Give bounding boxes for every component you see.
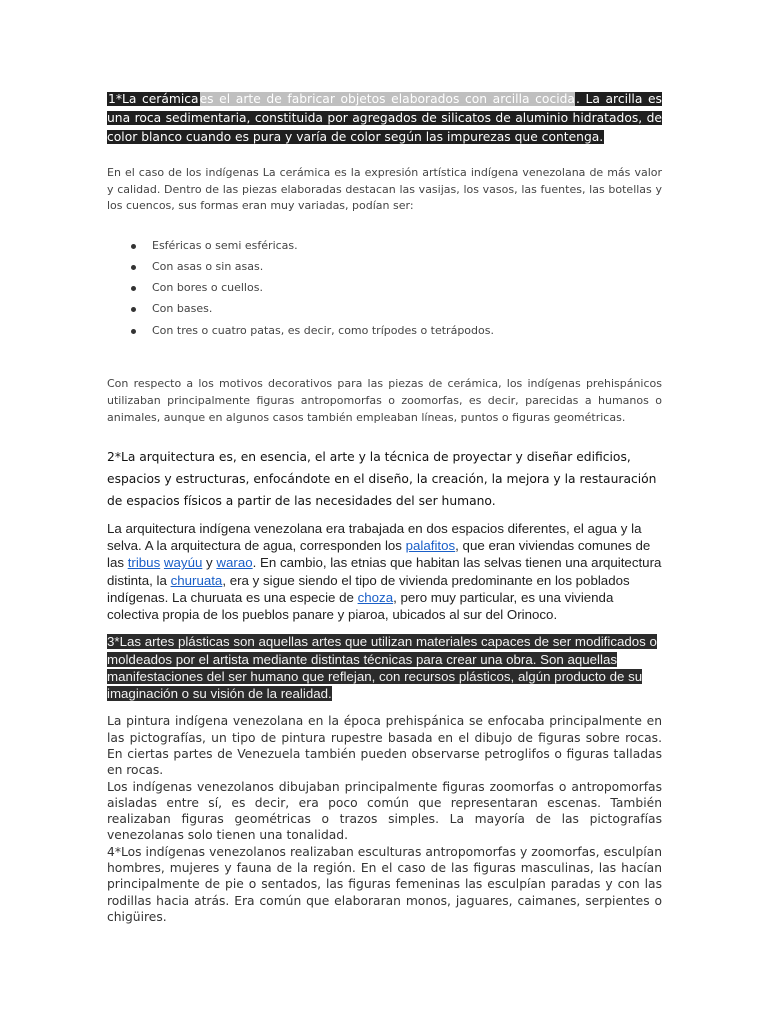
- link-tribus[interactable]: tribus: [127, 555, 161, 571]
- ceramic-shapes-list: [107, 235, 662, 341]
- text-run: , que eran viviendas comunes de las: [107, 538, 651, 571]
- link-churuata[interactable]: churuata: [170, 572, 223, 588]
- list-item: Con bases.: [152, 298, 662, 319]
- heading-highlight-rest: . La arcilla es una roca sedimentaria, constituida por agregados de silicatos de aluminio hidratados, de color blanco cuando es pura y varía de color según las impurezas que contenga.: [107, 92, 662, 144]
- list-item: Con tres o cuatro patas, es decir, como trípodes o tetrápodos.: [152, 320, 662, 341]
- architecture-paragraph: [107, 520, 662, 623]
- text-run: La arquitectura indígena venezolana era trabajada en dos espacios diferentes, el agua y la selva. A la arquitectura de agua, corresponden los: [107, 520, 642, 554]
- ceramics-intro-paragraph: En el caso de los indígenas La cerámica es la expresión artística indígena venezolana de más valor y calidad. Dentro de las piezas elaboradas destacan las vasijas, los vasos, las fuentes, las botellas y los cuencos, sus formas eran muy variadas, podían ser:: [107, 166, 662, 212]
- list-item: Con bores o cuellos.: [152, 277, 662, 298]
- heading-highlight-term: 1*La cerámica: [108, 92, 199, 106]
- section-1-heading: [107, 90, 662, 147]
- text-run: y: [202, 555, 217, 571]
- list-item: Con asas o sin asas.: [152, 256, 662, 277]
- text-run: , pero muy particular, es una vivienda colectiva propia de los pueblos panare y piaroa, ubicados al sur del Orinoco.: [107, 589, 614, 622]
- painting-paragraph-2: Los indígenas venezolanos dibujaban principalmente figuras zoomorfas o antropomorfas aisladas entre sí, es decir, era poco común que representaran escenas. También realizaban figuras geométricas o trazos simples. La mayoría de las pictografías venezolanas solo tienen una tonalidad.: [107, 779, 662, 843]
- text-run: . En cambio, las etnias que habitan las selvas tienen una arquitectura distinta, la: [107, 555, 662, 588]
- heading-highlight-definition: es el arte de fabricar objetos elaborados con arcilla cocida: [199, 92, 575, 106]
- sculpture-paragraph: 4*Los indígenas venezolanos realizaban esculturas antropomorfas y zoomorfas, esculpían hombres, mujeres y fauna de la región. En el caso de las figuras masculinas, las hacían principalmente de pie o sentados, las figuras femeninas las esculpían paradas y con las rodillas hacia atrás. Era común que elaboraran monos, jaguares, caimanes, serpientes o chigüires.: [107, 844, 662, 924]
- document-page: [107, 90, 662, 925]
- link-warao[interactable]: warao: [216, 555, 253, 571]
- link-choza[interactable]: choza: [357, 589, 394, 605]
- text-run: , era y sigue siendo el tipo de vivienda predominante en los poblados indígenas. La churuata es una especie de: [107, 572, 630, 605]
- heading-highlight: 3*Las artes plásticas son aquellas artes que utilizan materiales capaces de ser modificados o moldeados por el artista mediante distintas técnicas para crear una obra. Son aquellas manifestaciones del ser humano que reflejan, con recursos plásticos, algún producto de su imaginación o su visión de la realidad.: [107, 634, 657, 702]
- list-item: Esféricas o semi esféricas.: [152, 235, 662, 256]
- section-3-heading: [107, 633, 662, 702]
- decorative-motifs-paragraph: Con respecto a los motivos decorativos para las piezas de cerámica, los indígenas prehispánicos utilizaban principalmente figuras antropomorfas o zoomorfas, es decir, parecidas a humanos o animales, aunque en algunos casos también empleaban líneas, puntos o figuras geométricas.: [107, 376, 662, 424]
- section-2-heading: 2*La arquitectura es, en esencia, el arte y la técnica de proyectar y diseñar edificios, espacios y estructuras, enfocándote en el diseño, la creación, la mejora y la restauración de espacios físicos a partir de las necesidades del ser humano.: [107, 449, 657, 508]
- link-palafitos[interactable]: palafitos: [405, 538, 456, 554]
- painting-paragraph-1: La pintura indígena venezolana en la época prehispánica se enfocaba principalmente en las pictografías, un tipo de pintura rupestre basada en el dibujo de figuras sobre rocas. En ciertas partes de Venezuela también pueden observarse petroglifos o figuras talladas en rocas.: [107, 714, 662, 778]
- link-wayuu[interactable]: wayúu: [163, 555, 203, 571]
- painting-sculpture-text: [107, 713, 662, 925]
